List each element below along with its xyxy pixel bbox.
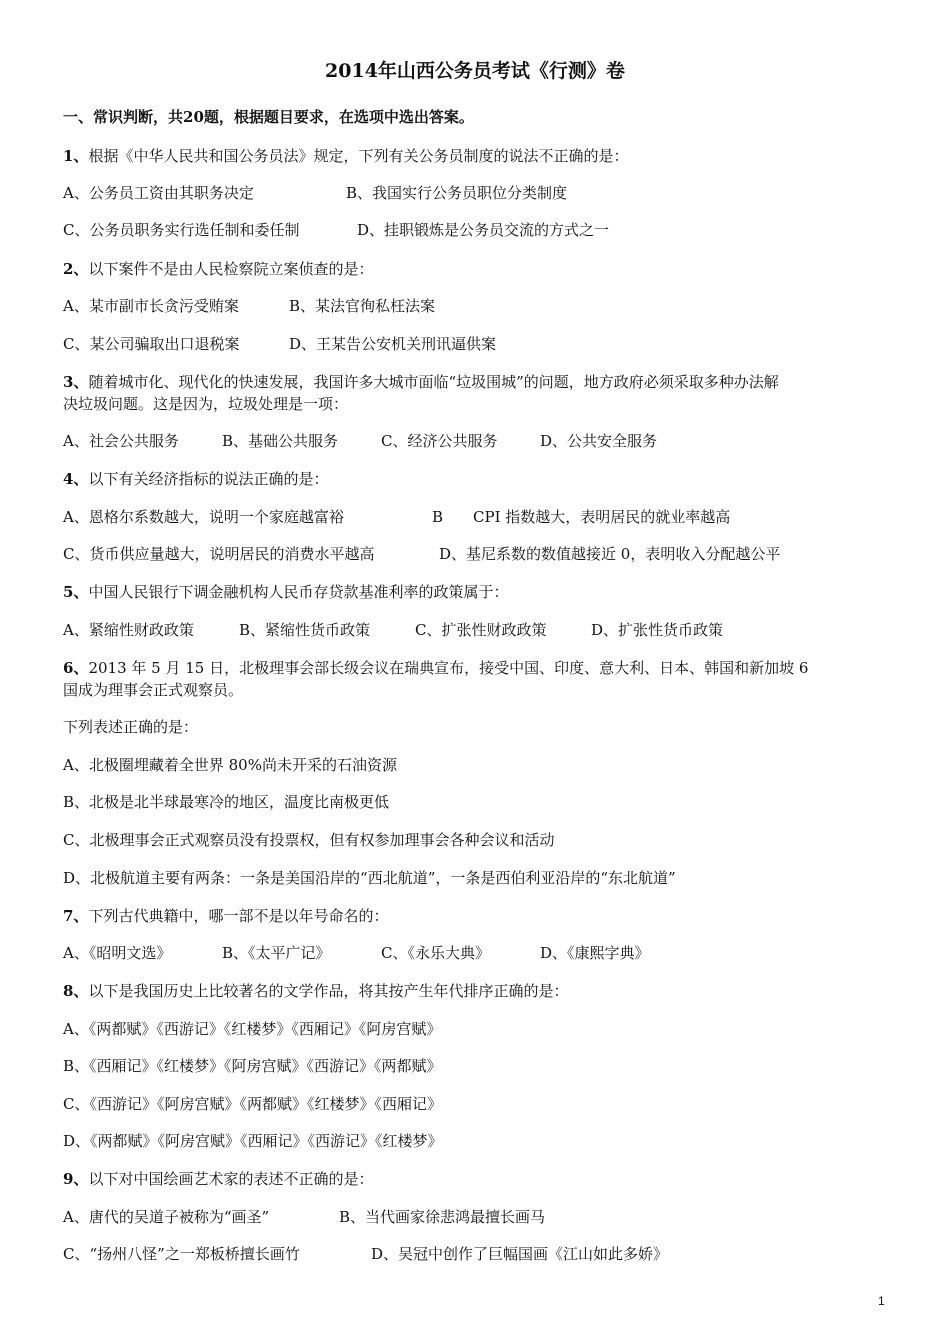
question-number: 6、	[63, 659, 89, 677]
options-row	[63, 184, 567, 202]
question-text: 中国人民银行下调金融机构人民币存贷款基准利率的政策属于：	[88, 583, 509, 601]
section-heading: 一、常识判断，共20题，根据题目要求，在选项中选出答案。	[63, 108, 474, 126]
option-a: A、公务员工资由其职务决定	[63, 184, 254, 202]
option-a: A、北极圈埋藏着全世界 80%尚未开采的石油资源	[63, 756, 397, 774]
question-number: 8、	[63, 982, 89, 1000]
options-row	[63, 297, 435, 315]
question-1	[63, 147, 628, 165]
option-b: B、某法官徇私枉法案	[289, 297, 436, 315]
option-d: D、基尼系数的数值越接近 0，表明收入分配越公平	[439, 545, 781, 563]
question-number: 9、	[63, 1170, 89, 1188]
option-b: B、《西厢记》《红楼梦》《阿房宫赋》《西游记》《两都赋》	[63, 1057, 442, 1075]
option-a: A、某市副市长贪污受贿案	[63, 297, 239, 315]
question-text: 下列古代典籍中，哪一部不是以年号命名的：	[88, 907, 389, 925]
option-d: D、扩张性货币政策	[591, 621, 724, 639]
question-4	[63, 470, 328, 488]
option-d: D、《两都赋》《阿房宫赋》《西厢记》《西游记》《红楼梦》	[63, 1132, 443, 1150]
question-text: 根据《中华人民共和国公务员法》规定，下列有关公务员制度的说法不正确的是：	[88, 147, 629, 165]
question-text: 随着城市化、现代化的快速发展，我国许多大城市面临“垃圾围城”的问题，地方政府必须采取多种办法解	[88, 373, 779, 391]
option-d: D、公共安全服务	[540, 432, 658, 450]
option-b: B、北极是北半球最寒冷的地区，温度比南极更低	[63, 793, 390, 811]
question-3	[63, 373, 779, 391]
question-7	[63, 907, 388, 925]
question-5	[63, 583, 508, 601]
options-row	[63, 335, 496, 353]
option-b: B、当代画家徐悲鸿最擅长画马	[339, 1208, 546, 1226]
question-text: 2013 年 5 月 15 日，北极理事会部长级会议在瑞典宣布，接受中国、印度、意大利、日本、韩国和新加坡 6	[88, 659, 809, 677]
option-c: C、扩张性财政政策	[415, 621, 547, 639]
question-number: 2、	[63, 260, 89, 278]
option-d: D、吴冠中创作了巨幅国画《江山如此多娇》	[371, 1245, 669, 1263]
options-row	[63, 621, 723, 639]
question-number: 5、	[63, 583, 89, 601]
option-c: C、货币供应量越大，说明居民的消费水平越高	[63, 545, 375, 563]
options-row	[63, 221, 609, 239]
option-a: A、《昭明文选》	[63, 944, 172, 962]
question-text: 以下对中国绘画艺术家的表述不正确的是：	[88, 1170, 374, 1188]
option-a: A、紧缩性财政政策	[63, 621, 194, 639]
question-number: 7、	[63, 907, 89, 925]
page-number: 1	[878, 1294, 885, 1308]
option-c: C、《西游记》《阿房宫赋》《两都赋》《红楼梦》《西厢记》	[63, 1095, 442, 1113]
options-row	[63, 545, 780, 563]
question-text-continued: 决垃圾问题。这是因为，垃圾处理是一项：	[63, 395, 349, 413]
options-row	[63, 432, 657, 450]
question-2	[63, 260, 373, 278]
option-d: D、挂职锻炼是公务员交流的方式之一	[357, 221, 610, 239]
option-b-letter: B	[432, 508, 444, 526]
option-b: CPI 指数越大，表明居民的就业率越高	[473, 508, 731, 526]
option-a: A、唐代的吴道子被称为“画圣”	[63, 1208, 270, 1226]
option-c: C、“扬州八怪”之一郑板桥擅长画竹	[63, 1245, 300, 1263]
option-b: B、基础公共服务	[222, 432, 339, 450]
question-text: 以下案件不是由人民检察院立案侦查的是：	[88, 260, 374, 278]
option-c: C、北极理事会正式观察员没有投票权，但有权参加理事会各种会议和活动	[63, 831, 555, 849]
option-a: A、《两都赋》《西游记》《红楼梦》《西厢记》《阿房宫赋》	[63, 1020, 442, 1038]
option-c: C、《永乐大典》	[381, 944, 490, 962]
options-row	[63, 944, 650, 962]
option-d: D、王某告公安机关刑讯逼供案	[289, 335, 497, 353]
options-row	[63, 508, 730, 526]
question-number: 4、	[63, 470, 89, 488]
options-row	[63, 1208, 545, 1226]
question-number: 3、	[63, 373, 89, 391]
option-b: B、紧缩性货币政策	[239, 621, 371, 639]
question-number: 1、	[63, 147, 89, 165]
option-a: A、恩格尔系数越大，说明一个家庭越富裕	[63, 508, 344, 526]
option-b: B、《太平广记》	[222, 944, 331, 962]
option-d: D、《康熙字典》	[540, 944, 650, 962]
option-c: C、某公司骗取出口退税案	[63, 335, 240, 353]
option-d: D、北极航道主要有两条：一条是美国沿岸的“西北航道”，一条是西伯利亚沿岸的“东北航道”	[63, 869, 676, 887]
question-6	[63, 659, 808, 677]
option-c: C、经济公共服务	[381, 432, 498, 450]
question-text-continued: 国成为理事会正式观察员。	[63, 681, 244, 699]
option-a: A、社会公共服务	[63, 432, 179, 450]
question-9	[63, 1170, 373, 1188]
question-prompt: 下列表述正确的是：	[63, 718, 199, 736]
page-title: 2014年山西公务员考试《行测》卷	[325, 60, 625, 82]
option-b: B、我国实行公务员职位分类制度	[346, 184, 568, 202]
question-8	[63, 982, 568, 1000]
option-c: C、公务员职务实行选任制和委任制	[63, 221, 300, 239]
options-row	[63, 1245, 668, 1263]
question-text: 以下是我国历史上比较著名的文学作品，将其按产生年代排序正确的是：	[88, 982, 569, 1000]
question-text: 以下有关经济指标的说法正确的是：	[88, 470, 329, 488]
